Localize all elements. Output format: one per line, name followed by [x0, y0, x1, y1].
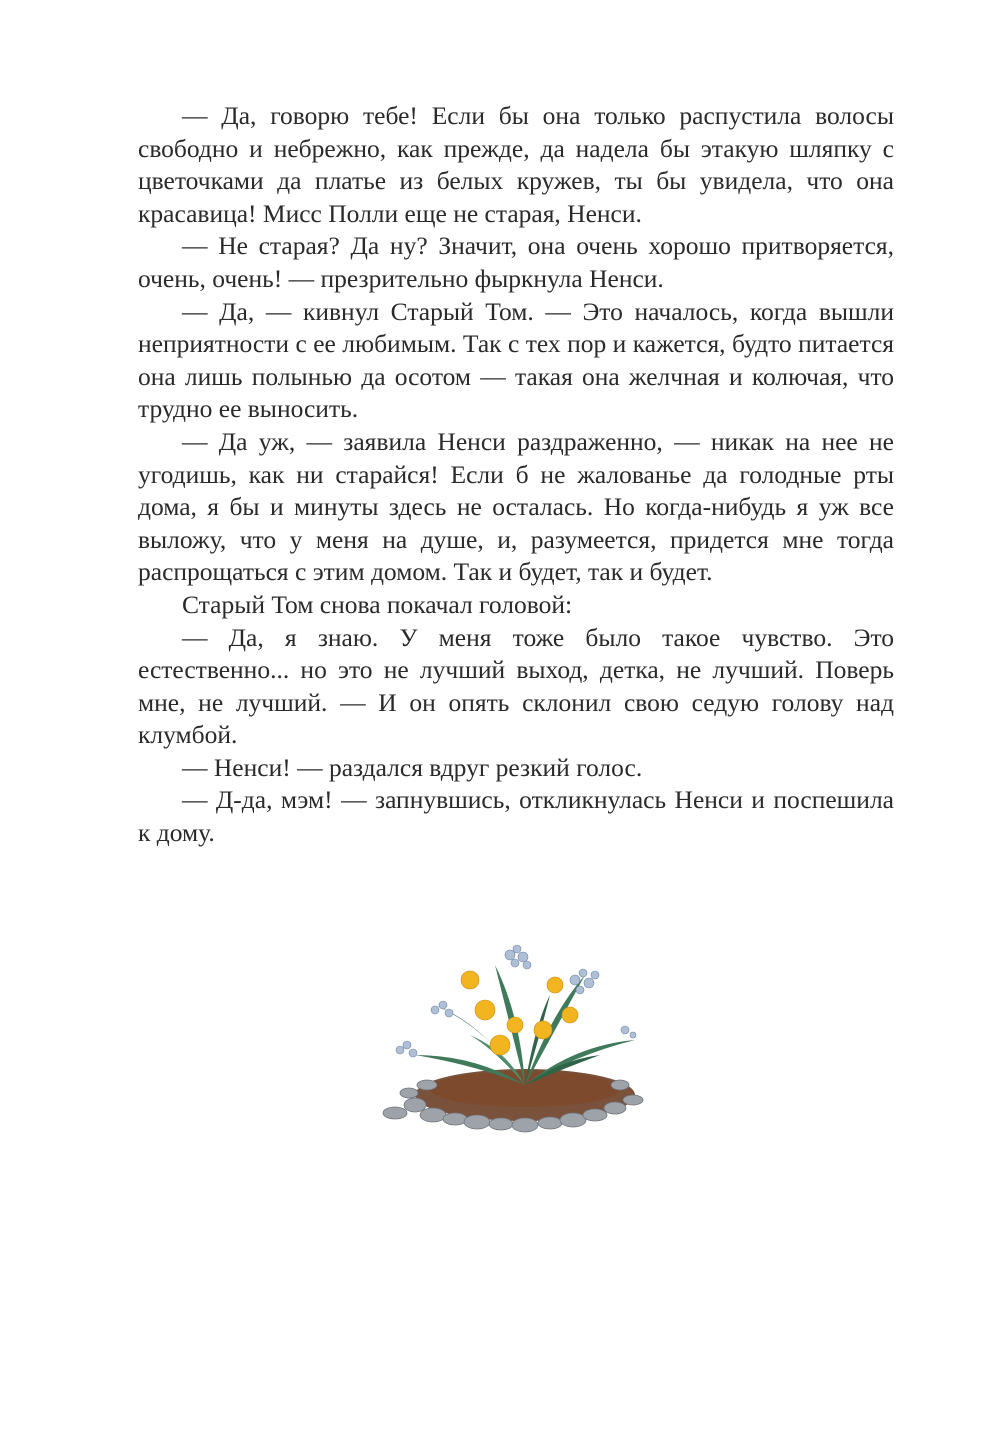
paragraph-4: — Да уж, — заявила Ненси раздраженно, — никак на нее не угодишь, как ни старайся! Если б не жалованье да голодные рты дома, я бы и минуты здесь не осталась. Но когда-нибудь я уж все выложу, что у меня на душе, и, разумеется, придется мне тогда распрощаться с этим домом. Так и будет, так и будет.	[138, 426, 894, 587]
text-body	[138, 100, 894, 850]
paragraph-6: — Да, я знаю. У меня тоже было такое чувство. Это естественно... но это не лучший выход, детка, не лучший. Поверь мне, не лучший. — И он опять склонил свою седую голову над клумбой.	[138, 622, 894, 750]
leaves	[415, 965, 635, 1085]
paragraph-5: Старый Том снова покачал головой:	[182, 589, 573, 619]
paragraph-2: — Не старая? Да ну? Значит, она очень хорошо притворяется, очень, очень! — презрительно фыркнула Ненси.	[138, 231, 894, 293]
paragraph-8: — Д-да, мэм! — запнувшись, откликнулась Ненси и поспешила к дому.	[138, 785, 894, 848]
paragraph-1: — Да, говорю тебе! Если бы она только распустила волосы свободно и небрежно, как прежде, да надела бы этакую шляпку с цветочками да платье из белых кружев, ты бы увидела, что она красавица! Мисс Полли еще не старая, Ненси.	[138, 101, 894, 228]
paragraph-7: — Ненси! — раздался вдруг резкий голос.	[182, 752, 643, 782]
paragraph-3: — Да, — кивнул Старый Том. — Это началось, когда вышли неприятности с ее любимым. Так с тех пор и кажется, будто питается она лишь полынью да осотом — такая она желчная и колючая, что трудно ее выносить.	[138, 296, 894, 424]
flowerbed-illustration	[375, 935, 665, 1135]
